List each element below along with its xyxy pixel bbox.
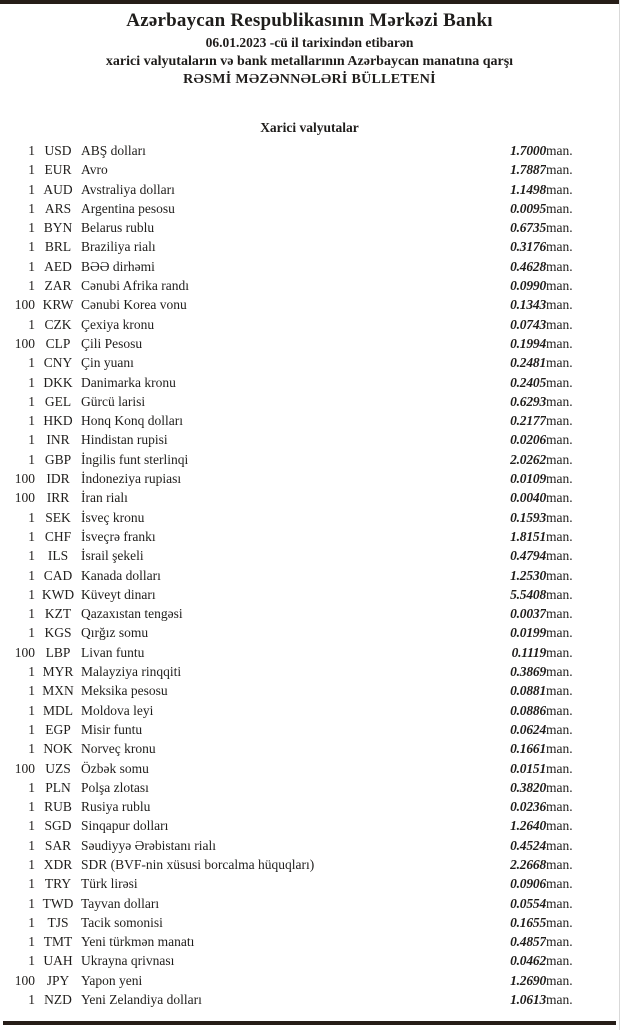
row-rate-value: 1.7000	[510, 143, 546, 158]
row-unit-label: man.	[546, 335, 573, 351]
table-row	[0, 334, 620, 353]
bulletin-header	[0, 0, 619, 89]
row-rate-value: 0.0462	[510, 953, 546, 969]
row-currency-code: SAR	[44, 837, 72, 853]
table-row	[0, 874, 620, 893]
row-unit-label: man.	[546, 721, 573, 737]
row-quantity: 1	[28, 432, 35, 448]
row-currency-code: EUR	[44, 162, 72, 178]
row-currency-name: BƏƏ dirhəmi	[81, 258, 155, 274]
row-unit-label: man.	[546, 702, 573, 718]
row-currency-name: Meksika pesosu	[81, 683, 168, 699]
table-row	[0, 469, 620, 488]
row-quantity: 1	[28, 856, 35, 872]
row-currency-name: Polşa zlotası	[81, 779, 149, 795]
row-rate-value: 1.2640	[510, 818, 546, 834]
row-quantity: 1	[28, 181, 35, 197]
row-currency-code: INR	[46, 432, 70, 448]
row-rate-value: 0.2405	[510, 374, 546, 390]
row-rate-value: 5.5408	[510, 586, 546, 602]
row-rate-value: 0.1655	[510, 914, 546, 930]
row-currency-name: Tacik somonisi	[81, 914, 163, 930]
row-currency-name: Malayziya rinqqiti	[81, 664, 182, 680]
row-currency-code: USD	[44, 143, 72, 158]
row-currency-code: TJS	[47, 914, 69, 930]
row-unit-label: man.	[546, 606, 573, 622]
row-currency-code: KZT	[44, 606, 72, 622]
row-currency-code: TRY	[44, 876, 72, 892]
row-quantity: 100	[14, 972, 35, 988]
row-quantity: 1	[28, 799, 35, 815]
row-unit-label: man.	[546, 953, 573, 969]
row-quantity: 1	[28, 567, 35, 583]
row-unit-label: man.	[546, 181, 573, 197]
row-unit-label: man.	[546, 297, 573, 313]
row-currency-code: TMT	[43, 934, 73, 950]
table-row	[0, 411, 620, 430]
row-rate-value: 0.1661	[510, 741, 546, 757]
table-row	[0, 681, 620, 700]
bulletin-subtitle: xarici valyutaların və bank metallarının Azərbaycan manatına qarşı	[105, 54, 514, 69]
table-row	[0, 450, 620, 469]
bottom-rule	[3, 1021, 616, 1025]
table-row	[0, 932, 620, 951]
row-quantity: 100	[14, 760, 35, 776]
table-row	[0, 604, 620, 623]
row-currency-code: UAH	[43, 953, 73, 969]
row-rate-value: 0.0881	[510, 683, 546, 699]
row-rate-value: 0.0236	[510, 799, 546, 815]
row-rate-value: 1.8151	[510, 528, 546, 544]
row-unit-label: man.	[546, 683, 573, 699]
row-currency-name: İsrail şekeli	[81, 548, 144, 564]
row-unit-label: man.	[546, 567, 573, 583]
row-unit-label: man.	[546, 490, 573, 506]
row-currency-code: SEK	[45, 509, 71, 525]
row-currency-code: GBP	[44, 451, 72, 467]
row-quantity: 1	[28, 818, 35, 834]
table-row	[0, 816, 620, 835]
row-quantity: 1	[28, 316, 35, 332]
row-currency-name: İngilis funt sterlinqi	[81, 451, 189, 467]
row-unit-label: man.	[546, 239, 573, 255]
row-unit-label: man.	[546, 895, 573, 911]
row-currency-code: MYR	[42, 664, 74, 680]
row-currency-code: CAD	[43, 567, 73, 583]
row-unit-label: man.	[546, 451, 573, 467]
row-quantity: 1	[28, 664, 35, 680]
row-quantity: 1	[28, 934, 35, 950]
row-rate-value: 0.0906	[510, 876, 546, 892]
table-row	[0, 141, 620, 160]
effective-date: 06.01.2023 -cü il tarixindən etibarən	[205, 35, 414, 50]
row-unit-label: man.	[546, 625, 573, 641]
row-quantity: 1	[28, 374, 35, 390]
row-currency-code: ARS	[44, 200, 72, 216]
row-quantity: 1	[28, 509, 35, 525]
row-currency-name: Honq Konq dolları	[81, 413, 183, 429]
row-rate-value: 0.4524	[510, 837, 546, 853]
row-currency-name: Belarus rublu	[81, 220, 155, 236]
table-row	[0, 701, 620, 720]
table-row	[0, 855, 620, 874]
row-rate-value: 0.0990	[510, 278, 546, 294]
row-rate-value: 0.6293	[510, 393, 546, 409]
row-rate-value: 0.1343	[510, 297, 546, 313]
row-unit-label: man.	[546, 760, 573, 776]
table-row	[0, 180, 620, 199]
row-quantity: 1	[28, 586, 35, 602]
row-rate-value: 0.1593	[510, 509, 546, 525]
row-currency-name: Danimarka kronu	[81, 374, 176, 390]
row-unit-label: man.	[546, 413, 573, 429]
row-currency-name: Gürcü larisi	[81, 393, 146, 409]
row-currency-name: Yapon yeni	[81, 972, 143, 988]
row-rate-value: 2.0262	[510, 451, 546, 467]
row-unit-label: man.	[546, 972, 573, 988]
row-currency-code: CHF	[44, 528, 72, 544]
row-unit-label: man.	[546, 278, 573, 294]
row-unit-label: man.	[546, 162, 573, 178]
row-rate-value: 0.0040	[510, 490, 546, 506]
row-currency-code: RUB	[44, 799, 72, 815]
row-currency-code: HKD	[43, 413, 73, 429]
row-unit-label: man.	[546, 316, 573, 332]
row-unit-label: man.	[546, 586, 573, 602]
table-row	[0, 643, 620, 662]
row-unit-label: man.	[546, 644, 573, 660]
row-quantity: 100	[14, 471, 35, 487]
table-row	[0, 392, 620, 411]
row-currency-code: GEL	[44, 393, 72, 409]
row-currency-code: MDL	[43, 702, 73, 718]
row-quantity: 1	[28, 239, 35, 255]
row-rate-value: 0.0095	[510, 200, 546, 216]
row-unit-label: man.	[546, 471, 573, 487]
row-unit-label: man.	[546, 528, 573, 544]
row-currency-name: Səudiyyə Ərəbistanı rialı	[81, 837, 216, 853]
row-currency-name: Özbək somu	[81, 760, 149, 776]
row-currency-code: IDR	[46, 471, 70, 487]
row-currency-code: CNY	[43, 355, 73, 371]
row-quantity: 1	[28, 876, 35, 892]
row-quantity: 1	[28, 895, 35, 911]
row-currency-code: NZD	[44, 992, 72, 1008]
row-unit-label: man.	[546, 818, 573, 834]
row-unit-label: man.	[546, 374, 573, 390]
row-quantity: 1	[28, 355, 35, 371]
row-currency-name: İsveçrə frankı	[81, 528, 156, 544]
table-row	[0, 373, 620, 392]
table-row	[0, 257, 620, 276]
row-unit-label: man.	[546, 393, 573, 409]
row-unit-label: man.	[546, 220, 573, 236]
row-unit-label: man.	[546, 934, 573, 950]
row-currency-code: KGS	[44, 625, 72, 641]
row-quantity: 1	[28, 548, 35, 564]
row-rate-value: 0.1119	[511, 644, 546, 660]
row-rate-value: 1.2690	[510, 972, 546, 988]
table-row	[0, 894, 620, 913]
row-unit-label: man.	[546, 992, 573, 1008]
row-quantity: 1	[28, 413, 35, 429]
row-rate-value: 0.2177	[510, 413, 546, 429]
table-row	[0, 778, 620, 797]
row-unit-label: man.	[546, 258, 573, 274]
row-rate-value: 1.1498	[510, 181, 546, 197]
row-rate-value: 0.1994	[510, 335, 546, 351]
row-quantity: 1	[28, 779, 35, 795]
row-quantity: 1	[28, 702, 35, 718]
row-currency-name: Kanada dolları	[81, 567, 161, 583]
table-row	[0, 566, 620, 585]
row-quantity: 1	[28, 625, 35, 641]
row-currency-code: EGP	[45, 721, 71, 737]
row-currency-name: Yeni türkmən manatı	[81, 934, 195, 950]
row-currency-name: ABŞ dolları	[81, 143, 146, 158]
row-unit-label: man.	[546, 856, 573, 872]
row-quantity: 1	[28, 451, 35, 467]
row-currency-code: BYN	[43, 220, 73, 236]
row-currency-code: XDR	[43, 856, 73, 872]
row-quantity: 1	[28, 393, 35, 409]
row-quantity: 100	[14, 335, 35, 351]
row-rate-value: 2.2668	[510, 856, 546, 872]
row-rate-value: 0.0199	[510, 625, 546, 641]
row-currency-code: JPY	[46, 972, 70, 988]
row-quantity: 100	[14, 297, 35, 313]
row-currency-code: PLN	[45, 779, 71, 795]
row-currency-code: LBP	[45, 644, 71, 660]
row-currency-name: Cənubi Afrika randı	[81, 278, 189, 294]
row-rate-value: 0.6735	[510, 220, 546, 236]
row-unit-label: man.	[546, 741, 573, 757]
rates-table	[0, 141, 620, 1009]
row-currency-code: IRR	[46, 490, 70, 506]
table-row	[0, 546, 620, 565]
row-quantity: 1	[28, 683, 35, 699]
row-unit-label: man.	[546, 664, 573, 680]
row-currency-name: Tayvan dolları	[81, 895, 160, 911]
table-row	[0, 160, 620, 179]
row-rate-value: 0.0109	[510, 471, 546, 487]
row-rate-value: 0.4794	[510, 548, 546, 564]
row-currency-name: Rusiya rublu	[81, 799, 151, 815]
row-currency-code: KWD	[41, 586, 75, 602]
row-currency-name: Sinqapur dolları	[81, 818, 169, 834]
row-unit-label: man.	[546, 837, 573, 853]
row-unit-label: man.	[546, 876, 573, 892]
table-row	[0, 623, 620, 642]
row-rate-value: 1.2530	[510, 567, 546, 583]
table-row	[0, 237, 620, 256]
row-currency-code: UZS	[45, 760, 71, 776]
table-row	[0, 836, 620, 855]
row-rate-value: 1.0613	[510, 992, 546, 1008]
row-quantity: 1	[28, 721, 35, 737]
row-currency-code: CZK	[44, 316, 72, 332]
row-rate-value: 0.0624	[510, 721, 546, 737]
row-currency-code: TWD	[42, 895, 74, 911]
table-row	[0, 353, 620, 372]
row-rate-value: 0.0886	[510, 702, 546, 718]
row-currency-code: ZAR	[44, 278, 72, 294]
table-row	[0, 527, 620, 546]
row-unit-label: man.	[546, 914, 573, 930]
row-currency-name: Çili Pesosu	[81, 335, 143, 351]
row-currency-code: BRL	[44, 239, 72, 255]
rates-table-body	[0, 141, 620, 1009]
row-currency-name: Braziliya rialı	[81, 239, 156, 255]
row-unit-label: man.	[546, 779, 573, 795]
table-row	[0, 951, 620, 970]
row-currency-name: Avro	[81, 162, 108, 178]
row-unit-label: man.	[546, 509, 573, 525]
row-currency-name: Norveç kronu	[81, 741, 156, 757]
row-currency-name: SDR (BVF-nin xüsusi borcalma hüquqları)	[81, 856, 315, 872]
top-rule	[0, 0, 619, 4]
row-currency-name: Çexiya kronu	[81, 316, 155, 332]
row-currency-name: Çin yuanı	[81, 355, 134, 371]
table-row	[0, 199, 620, 218]
table-row	[0, 720, 620, 739]
table-row	[0, 971, 620, 990]
row-currency-name: Yeni Zelandiya dolları	[81, 992, 202, 1008]
row-currency-code: SGD	[44, 818, 72, 834]
row-currency-code: ILS	[47, 548, 69, 564]
row-rate-value: 0.4857	[510, 934, 546, 950]
row-currency-name: Türk lirəsi	[81, 876, 138, 892]
row-unit-label: man.	[546, 143, 573, 158]
row-rate-value: 0.0743	[510, 316, 546, 332]
row-currency-code: DKK	[43, 374, 73, 390]
row-currency-name: Avstraliya dolları	[81, 181, 175, 197]
bulletin-title: RƏSMİ MƏZƏNNƏLƏRİ BÜLLETENİ	[183, 72, 436, 87]
table-row	[0, 508, 620, 527]
table-row	[0, 315, 620, 334]
row-quantity: 1	[28, 992, 35, 1008]
row-quantity: 1	[28, 278, 35, 294]
table-row	[0, 759, 620, 778]
row-quantity: 1	[28, 528, 35, 544]
row-rate-value: 0.0151	[510, 760, 546, 776]
row-currency-name: Cənubi Korea vonu	[81, 297, 187, 313]
row-unit-label: man.	[546, 200, 573, 216]
table-row	[0, 295, 620, 314]
table-row	[0, 585, 620, 604]
table-row	[0, 797, 620, 816]
row-currency-name: İsveç kronu	[81, 509, 145, 525]
row-quantity: 1	[28, 143, 35, 158]
row-unit-label: man.	[546, 799, 573, 815]
row-quantity: 100	[14, 644, 35, 660]
row-unit-label: man.	[546, 355, 573, 371]
row-currency-name: Misir funtu	[81, 721, 143, 737]
row-quantity: 1	[28, 162, 35, 178]
table-row	[0, 739, 620, 758]
table-row	[0, 430, 620, 449]
table-row	[0, 990, 620, 1009]
row-currency-name: İndoneziya rupiası	[81, 471, 182, 487]
row-rate-value: 0.0554	[510, 895, 546, 911]
row-currency-name: İran rialı	[81, 490, 128, 506]
row-currency-code: AUD	[43, 181, 73, 197]
table-row	[0, 276, 620, 295]
table-row	[0, 662, 620, 681]
row-quantity: 1	[28, 914, 35, 930]
row-quantity: 1	[28, 220, 35, 236]
row-currency-name: Livan funtu	[81, 644, 145, 660]
row-quantity: 1	[28, 258, 35, 274]
row-quantity: 1	[28, 200, 35, 216]
row-currency-name: Küveyt dinarı	[81, 586, 156, 602]
row-currency-code: KRW	[42, 297, 74, 313]
row-currency-name: Moldova leyi	[81, 702, 154, 718]
row-currency-name: Qırğız somu	[81, 625, 149, 641]
row-unit-label: man.	[546, 432, 573, 448]
row-rate-value: 0.3176	[510, 239, 546, 255]
row-currency-name: Hindistan rupisi	[81, 432, 168, 448]
row-currency-code: MXN	[42, 683, 74, 699]
row-unit-label: man.	[546, 548, 573, 564]
row-rate-value: 0.4628	[510, 258, 546, 274]
row-currency-name: Argentina pesosu	[81, 200, 175, 216]
row-rate-value: 0.3820	[510, 779, 546, 795]
row-currency-code: NOK	[43, 741, 73, 757]
row-rate-value: 1.7887	[510, 162, 546, 178]
row-quantity: 1	[28, 953, 35, 969]
row-rate-value: 0.0037	[510, 606, 546, 622]
row-quantity: 100	[14, 490, 35, 506]
row-currency-code: AED	[44, 258, 72, 274]
row-quantity: 1	[28, 606, 35, 622]
row-currency-name: Qazaxıstan tengəsi	[81, 606, 183, 622]
bank-name: Azərbaycan Respublikasının Mərkəzi Bankı	[126, 10, 493, 31]
row-currency-code: CLP	[45, 335, 71, 351]
table-row	[0, 913, 620, 932]
table-row	[0, 218, 620, 237]
row-quantity: 1	[28, 741, 35, 757]
section-title-foreign-currencies: Xarici valyutalar	[260, 120, 359, 135]
row-currency-name: Ukrayna qrivnası	[81, 953, 175, 969]
row-quantity: 1	[28, 837, 35, 853]
row-rate-value: 0.2481	[510, 355, 546, 371]
row-rate-value: 0.0206	[510, 432, 546, 448]
row-rate-value: 0.3869	[510, 664, 546, 680]
table-row	[0, 488, 620, 507]
